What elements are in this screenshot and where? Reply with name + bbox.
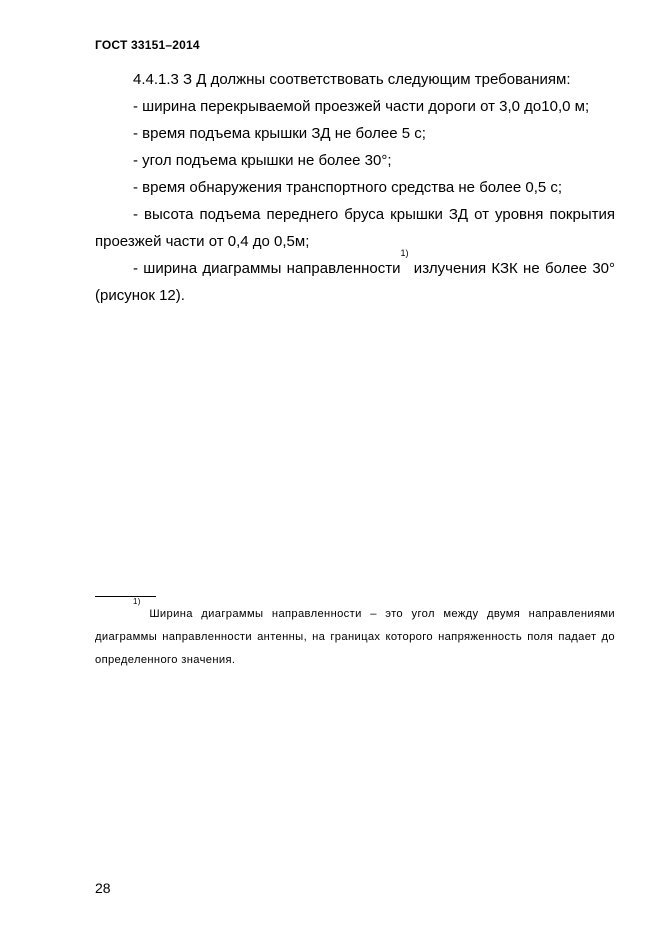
paragraph-section-number: 4.4.1.3 З Д должны соответствовать следующим требованиям: (133, 71, 571, 88)
footnote-separator (95, 596, 156, 597)
footnote-marker: 1) (133, 597, 141, 606)
requirement-beam-width (95, 248, 615, 309)
requirement-lift-angle: - угол подъема крышки не более 30°; (133, 152, 392, 169)
requirement-lift-time: - время подъема крышки ЗД не более 5 с; (133, 125, 426, 142)
page-number: 28 (95, 880, 111, 896)
footnote (95, 597, 615, 672)
requirement-beam-height: - высота подъема переднего бруса крышки ЗД от уровня покрытия проезжей части от 0,4 до 0,5м; (95, 206, 615, 250)
requirement-detection-time: - время обнаружения транспортного средства не более 0,5 с; (133, 179, 563, 196)
beam-width-text-start: - ширина диаграммы направленности (133, 260, 401, 277)
document-header: ГОСТ 33151–2014 (95, 38, 200, 52)
beam-width-text-end: излучения КЗК не более 30°(рисунок 12). (95, 260, 615, 304)
requirement-road-width: - ширина перекрываемой проезжей части дороги от 3,0 до10,0 м; (133, 98, 590, 115)
footnote-text: Ширина диаграммы направленности – это угол между двумя направлениями диаграммы направленности антенны, на границах которого напряженность поля падает до определенного значения. (95, 608, 615, 666)
main-text (95, 66, 615, 309)
footnote-reference: 1) (400, 248, 409, 258)
